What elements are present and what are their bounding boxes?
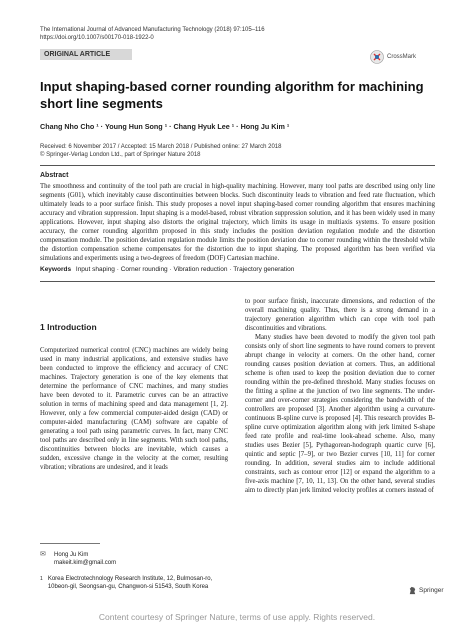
footnote-divider: [40, 543, 100, 544]
affiliation-footnote: [40, 575, 230, 591]
envelope-icon: ✉: [40, 551, 46, 558]
keywords: [40, 266, 294, 273]
crossmark-label: CrossMark: [387, 54, 417, 60]
crossmark-icon: [370, 50, 384, 64]
keywords-list: Input shaping · Corner rounding · Vibration reduction · Trajectory generation: [75, 266, 295, 273]
journal-citation: The International Journal of Advanced Manufacturing Technology (2018) 97:105–116: [40, 27, 265, 33]
corresponding-author-name: Hong Ju Kim: [54, 552, 89, 558]
affiliation-superscript: 1: [40, 576, 43, 582]
doi-link[interactable]: https://doi.org/10.1007/s00170-018-1922-0: [40, 35, 154, 41]
abstract-heading: Abstract: [40, 172, 69, 179]
author-list: Chang Nho Cho ¹ · Young Hun Song ¹ · Chang Hyuk Lee ¹ · Hong Ju Kim ¹: [40, 122, 290, 131]
article-type-banner: ORIGINAL ARTICLE: [40, 49, 132, 60]
crossmark-badge[interactable]: [370, 50, 416, 64]
paper-title: Input shaping-based corner rounding algorithm for machining short line segments: [40, 79, 424, 111]
affiliation-text: Korea Electrotechnology Research Institute, 12, Bulmosan-ro, 10beon-gil, Seongsan-gu, Changwon-si 51543, South Korea: [47, 576, 213, 590]
publisher-logo: [408, 586, 444, 595]
left-column-text: Computerized numerical control (CNC) machines are widely being used in many industrial applications, and extensive studies have been conducted to improve the efficiency and accuracy of CNC machines. Trajectory generation is one of the key elements that determine the performance of CNC machines, and many studies have been devoted to it. Parametric curves can be an attractive solution in terms of machining speed and data management [1, 2]. However, only a few commercial computer-aided design (CAD) or computer-aided manufacturing (CAM) software are capable of generating a tool path using parametric curves. In fact, many CNC tool paths are described only in line segments. With such tool paths, discontinuities between blocks are inevitable, which causes a sudden, excessive change in the velocity at the corner, resulting vibration; vibrations are undesired, and it leads: [40, 347, 228, 471]
abstract-text: The smoothness and continuity of the tool path are crucial in high-quality machining. However, many tool paths are described using only line segments (G01), which inevitably cause discontinuities between blocks. Such discontinuity leads to vibration and feed rate fluctuation, which ultimately leads to a poor surface finish. This study proposes a novel input shaping-based corner rounding algorithm that ensures machining accuracy and vibration suppression. Input shaping is a model-based, robust vibration suppression solution, and it has been widely used in many applications. However, input shaping also distorts the original trajectory, which limits its usage in multiaxis systems. To ensure position accuracy, the corner rounding algorithm proposed in this study includes the position deviation regulation module and the distortion compensation module. The position deviation regulation module limits the position deviation due to corner rounding within the threshold while the distortion compensation scheme compensates for the distortion due to input shaping. The proposed algorithm has been verified via simulations and experiments using a two-degrees of freedom (DOF) Cartesian machine.: [40, 183, 435, 262]
copyright-line: © Springer-Verlag London Ltd., part of Springer Nature 2018: [40, 152, 201, 158]
publisher-logo-label: Springer: [419, 587, 444, 594]
right-column-paragraph-2: Many studies have been devoted to modify the given tool path consists only of short line segments to have round corners to prevent abrupt change in velocity at corners. On the other hand, corner rounding causes position deviation at corners. Thus, an additional scheme is often used to keep the position deviation due to corner rounding within the pre-defined threshold. Many studies focuses on the fitting a spline at the junction of two line segments. The under-corner and over-corner strategies considering the bandwidth of the controllers are proposed [3]. Another algorithm using a curvature-continuous B-spline curve is proposed [4]. This research provides B-spline curve optimization algorithm along with jerk limited S-shape feed rate profile and real-time look-ahead scheme. Also, many studies uses Bezier [5], Pythagorean-hodograph quartic curve [6], quintic and septic [7–9], or two Bezier curves [10, 11] for corner rounding. In addition, several studies aim to include additional constraints, such as contour error [12] or expand the algorithm to a five-axis machine [7, 10, 11, 13]. On the other hand, several studies aim to directly plan jerk limited velocity profiles at corners instead of: [245, 334, 435, 494]
right-column-paragraph-1: to poor surface finish, inaccurate dimensions, and reduction of the overall machining quality. Thus, there is a strong demand in a trajectory generation algorithm which can cope with tool path discontinuities and vibrations.: [245, 298, 435, 332]
right-column: [245, 297, 435, 495]
author-email-link[interactable]: makeit.kim@gmail.com: [54, 560, 117, 566]
dates-line: Received: 6 November 2017 / Accepted: 15 March 2018 / Published online: 27 March 2018: [40, 144, 282, 150]
corresponding-author: [40, 551, 116, 567]
journal-header: [40, 26, 265, 42]
section-heading: 1 Introduction: [40, 322, 97, 332]
divider: [40, 165, 435, 166]
divider: [40, 281, 435, 282]
keywords-label: Keywords: [40, 266, 72, 273]
springer-horse-icon: [408, 586, 417, 595]
courtesy-watermark: Content courtesy of Springer Nature, terms of use apply. Rights reserved.: [98, 612, 376, 622]
publication-dates: [40, 143, 281, 159]
